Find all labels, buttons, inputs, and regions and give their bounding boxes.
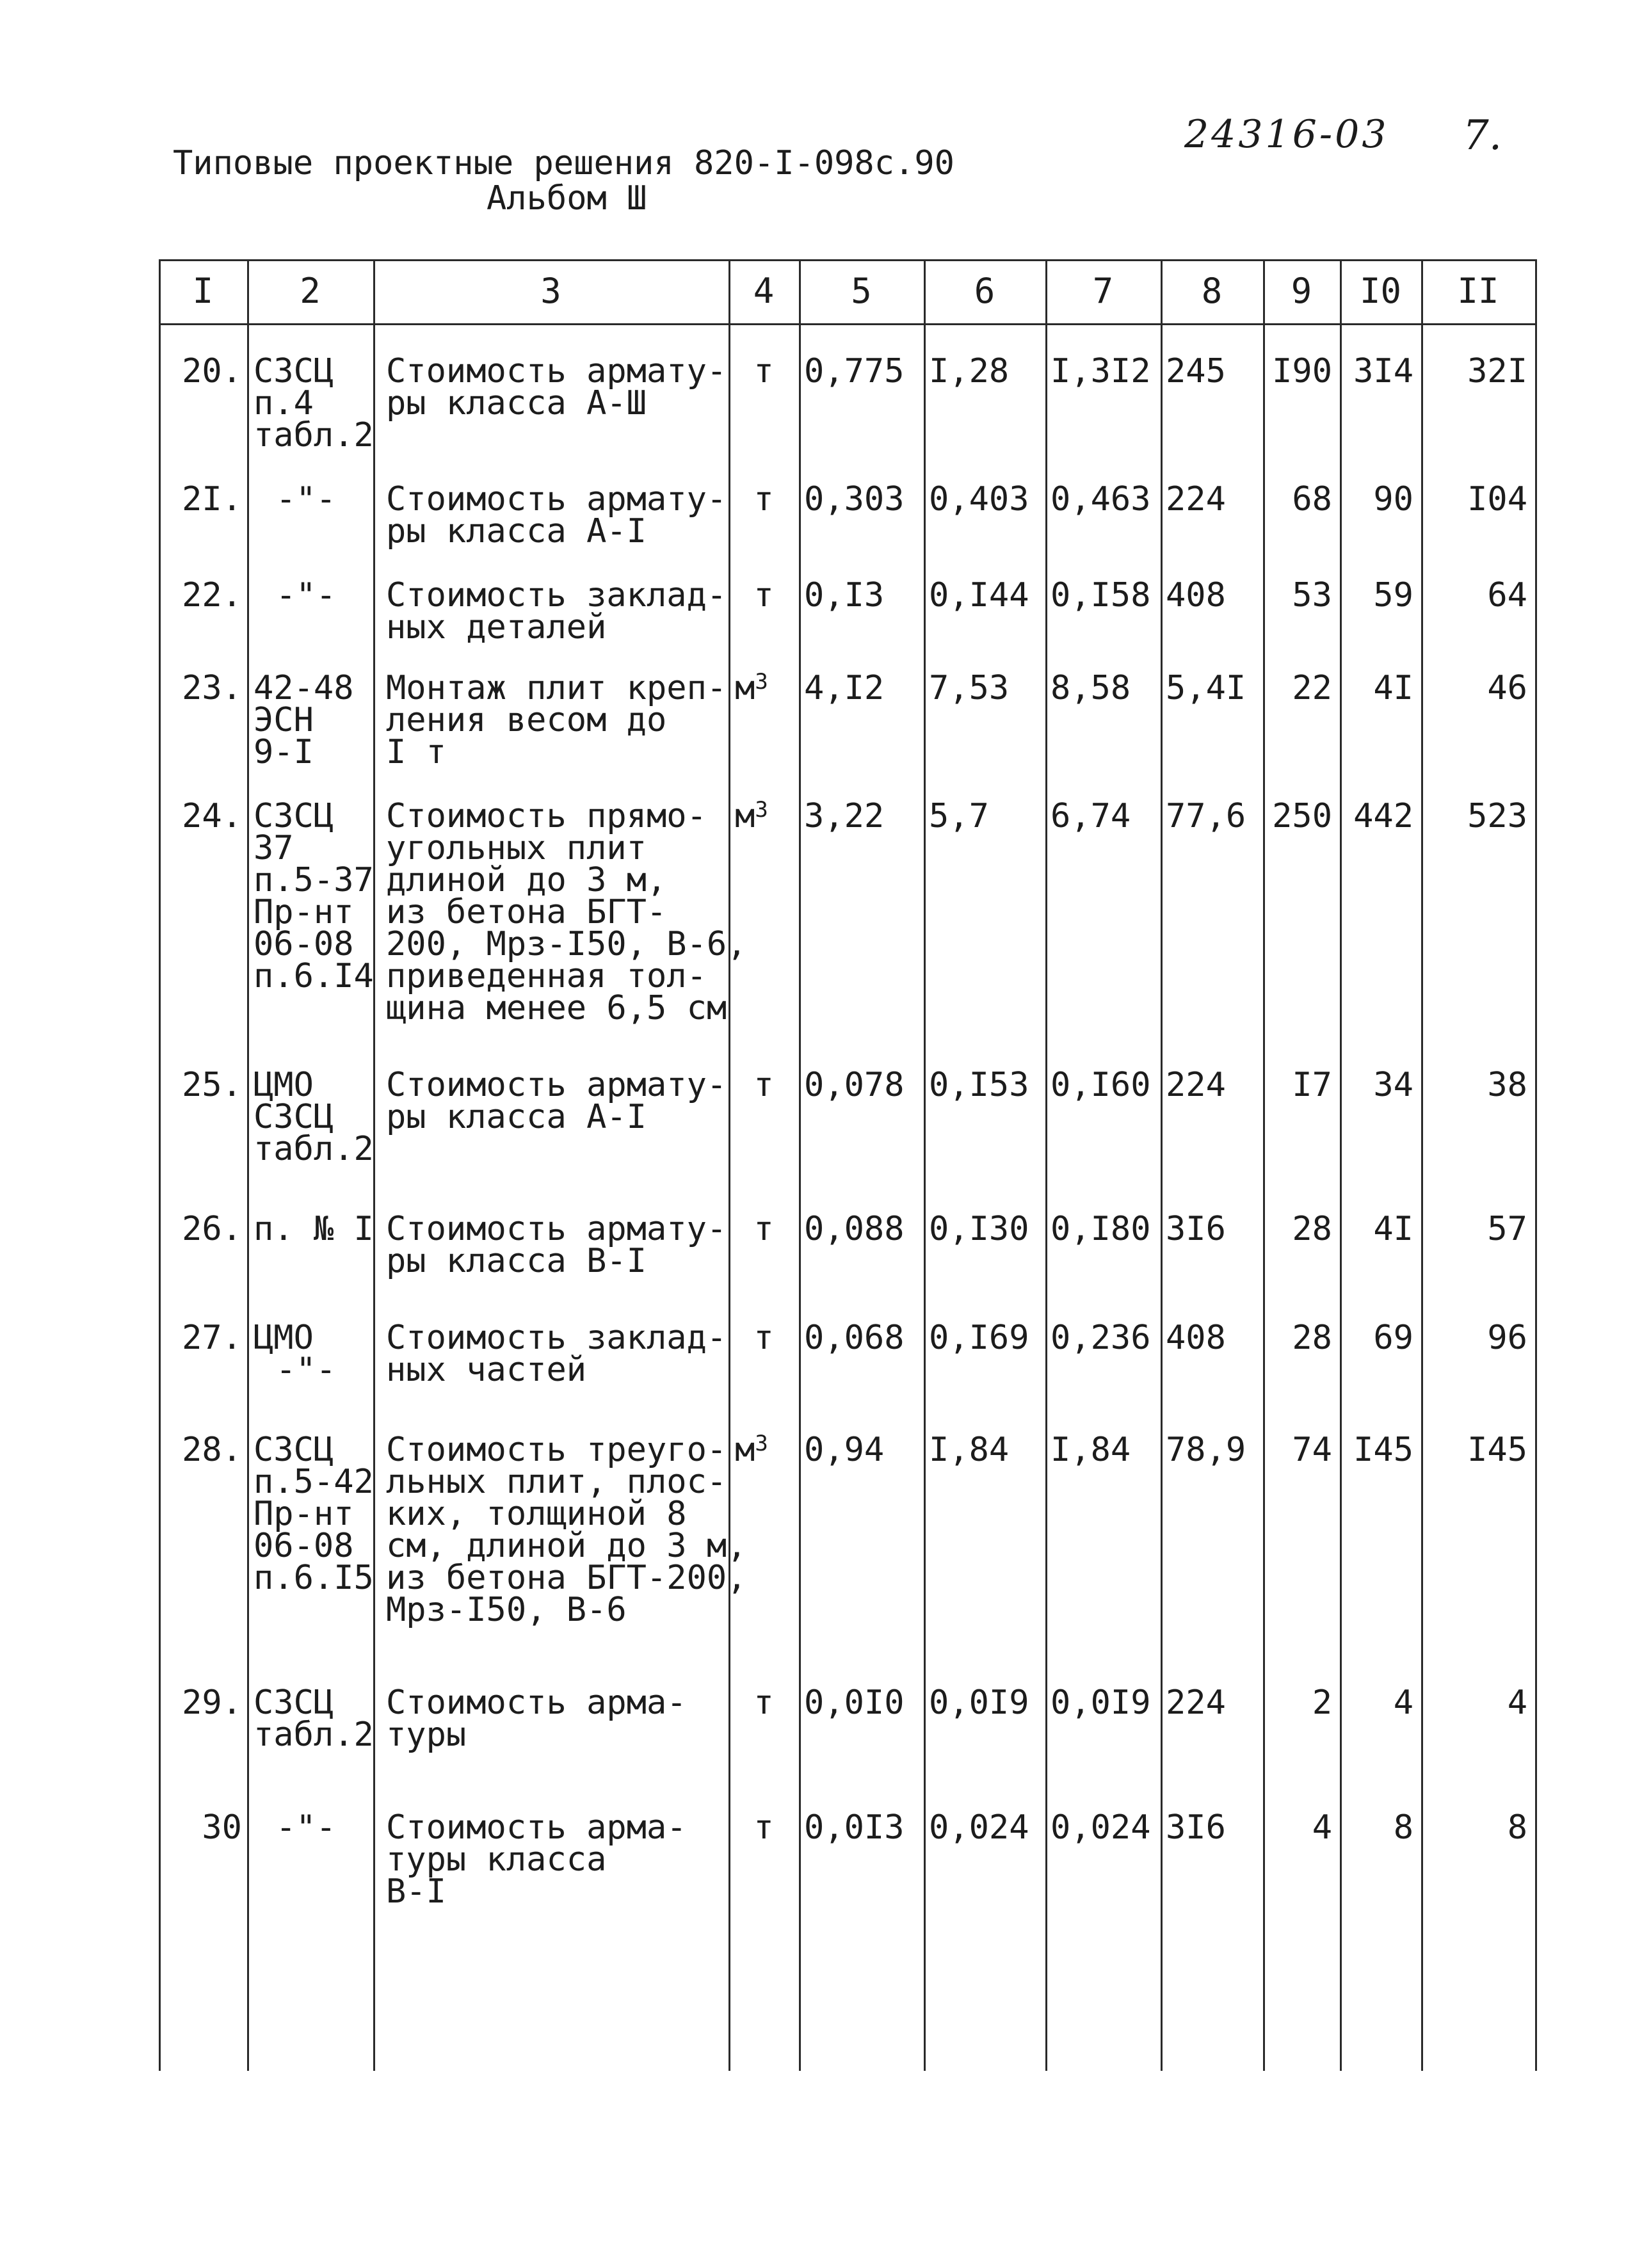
value-cell-c8: 5,4I [1166, 669, 1246, 707]
value-cell-c5: 0,303 [804, 480, 905, 519]
value-cell-c7: 0,I58 [1050, 576, 1151, 615]
column-header: 2 [300, 271, 321, 311]
description-line: Мрз-I50, В-6 [386, 1591, 627, 1629]
description-line: ных деталей [386, 608, 607, 647]
row-number: 23. [182, 669, 242, 707]
description-line: ных частей [386, 1351, 587, 1389]
value-cell-c10: 8 [1393, 1808, 1413, 1847]
unit-label: т [753, 1808, 774, 1847]
reference-line: -"- [276, 480, 336, 519]
reference-line: ЦМО [254, 1066, 314, 1104]
value-cell-c9: I7 [1292, 1066, 1332, 1104]
description-line: ления весом до [386, 701, 667, 739]
description-line: Стоимость армату- [386, 352, 727, 390]
value-cell-c6: 0,403 [929, 480, 1029, 519]
reference-line: 06-08 [254, 925, 354, 963]
description-line: В-I [386, 1872, 446, 1911]
reference-line: п.6.I4 [254, 957, 374, 995]
row-number: 20. [182, 352, 242, 390]
value-cell-c7: 8,58 [1050, 669, 1131, 707]
description-line: угольных плит [386, 829, 647, 867]
reference-line: табл.2 [254, 1130, 374, 1168]
value-cell-c5: 0,94 [804, 1431, 885, 1469]
value-cell-c8: 408 [1166, 1319, 1226, 1357]
unit-exponent: 3 [755, 669, 768, 695]
description-line: ры класса В-I [386, 1242, 647, 1280]
unit-label: т [753, 1210, 774, 1248]
value-cell-c6: 0,I44 [929, 576, 1029, 615]
description-line: см, длиной до 3 м, [386, 1527, 747, 1565]
row-number: 26. [182, 1210, 242, 1248]
value-cell-c8: 245 [1166, 352, 1226, 390]
reference-line: -"- [276, 1351, 336, 1389]
description-line: Стоимость армату- [386, 480, 727, 519]
unit-label: т [753, 1684, 774, 1722]
unit-cell [735, 352, 793, 390]
value-cell-c10: I45 [1353, 1431, 1413, 1469]
value-cell-c7: I,84 [1050, 1431, 1131, 1469]
value-cell-c10: 3I4 [1353, 352, 1413, 390]
document-title: Типовые проектные решения 820-I-098с.90 [173, 144, 954, 182]
value-cell-c7: 6,74 [1050, 797, 1131, 835]
value-cell-c7: I,3I2 [1050, 352, 1151, 390]
value-cell-c11: 64 [1487, 576, 1527, 615]
value-cell-c8: 224 [1166, 480, 1226, 519]
value-cell-c8: 224 [1166, 1066, 1226, 1104]
column-divider [1263, 259, 1265, 2071]
page-number: 7. [1463, 112, 1502, 159]
reference-line: 37 [254, 829, 294, 867]
unit-label: т [753, 480, 774, 519]
value-cell-c8: 3I6 [1166, 1808, 1226, 1847]
description-line: Стоимость армату- [386, 1210, 727, 1248]
column-divider [924, 259, 926, 2071]
value-cell-c10: 4I [1373, 1210, 1413, 1248]
reference-line: п. № I [254, 1210, 374, 1248]
reference-line: табл.2 [254, 416, 374, 454]
value-cell-c11: 46 [1487, 669, 1527, 707]
column-divider [799, 259, 801, 2071]
value-cell-c10: 69 [1373, 1319, 1413, 1357]
column-header: II [1457, 271, 1499, 311]
value-cell-c7: 0,I80 [1050, 1210, 1151, 1248]
reference-line: п.6.I5 [254, 1559, 374, 1597]
reference-line: 9-I [254, 733, 314, 771]
column-divider [1421, 259, 1423, 2071]
value-cell-c10: 442 [1353, 797, 1413, 835]
value-cell-c10: 59 [1373, 576, 1413, 615]
reference-line: -"- [276, 576, 336, 615]
unit-cell [735, 480, 793, 519]
reference-line: СЗСЦ [254, 1684, 334, 1722]
column-divider [728, 259, 730, 2071]
reference-line: п.4 [254, 384, 314, 422]
value-cell-c9: 22 [1292, 669, 1332, 707]
value-cell-c11: 4 [1507, 1684, 1527, 1722]
value-cell-c9: I90 [1272, 352, 1332, 390]
value-cell-c11: I04 [1467, 480, 1527, 519]
row-divider [159, 259, 1535, 261]
unit-cell [735, 797, 793, 835]
value-cell-c6: 0,0I9 [929, 1684, 1029, 1722]
reference-line: -"- [276, 1808, 336, 1847]
description-line: ких, толщиной 8 [386, 1495, 687, 1533]
value-cell-c9: 53 [1292, 576, 1332, 615]
value-cell-c9: 4 [1312, 1808, 1332, 1847]
reference-line: Пр-нт [254, 893, 354, 931]
value-cell-c7: 0,0I9 [1050, 1684, 1151, 1722]
column-divider [1535, 259, 1537, 2071]
description-line: из бетона БГТ-200, [386, 1559, 747, 1597]
value-cell-c5: 3,22 [804, 797, 885, 835]
unit-label: м [735, 669, 755, 707]
unit-cell [735, 576, 793, 615]
estimate-table [159, 259, 1535, 2071]
column-header: I0 [1359, 271, 1402, 311]
value-cell-c5: 0,775 [804, 352, 905, 390]
column-header: 8 [1201, 271, 1223, 311]
value-cell-c7: 0,463 [1050, 480, 1151, 519]
reference-line: п.5-37 [254, 861, 374, 899]
unit-cell [735, 1431, 793, 1469]
column-divider [1161, 259, 1163, 2071]
description-line: приведенная тол- [386, 957, 707, 995]
reference-line: Пр-нт [254, 1495, 354, 1533]
description-line: 200, Мрз-I50, В-6, [386, 925, 747, 963]
column-header: 4 [753, 271, 775, 311]
column-divider [247, 259, 249, 2071]
column-header: 9 [1291, 271, 1312, 311]
value-cell-c11: 8 [1507, 1808, 1527, 1847]
description-line: Стоимость прямо- [386, 797, 707, 835]
value-cell-c6: 0,I30 [929, 1210, 1029, 1248]
unit-label: м [735, 1431, 755, 1469]
unit-label: т [753, 352, 774, 390]
value-cell-c9: 2 [1312, 1684, 1332, 1722]
unit-label: т [753, 1319, 774, 1357]
value-cell-c6: I,84 [929, 1431, 1010, 1469]
description-line: Монтаж плит креп- [386, 669, 727, 707]
row-number: 25. [182, 1066, 242, 1104]
column-header: 6 [974, 271, 995, 311]
value-cell-c11: 57 [1487, 1210, 1527, 1248]
value-cell-c9: 28 [1292, 1210, 1332, 1248]
value-cell-c11: I45 [1467, 1431, 1527, 1469]
row-number: 22. [182, 576, 242, 615]
value-cell-c6: 7,53 [929, 669, 1010, 707]
row-number: 24. [182, 797, 242, 835]
reference-line: ЭСН [254, 701, 314, 739]
description-line: длиной до 3 м, [386, 861, 667, 899]
description-line: туры класса [386, 1840, 607, 1879]
column-divider [159, 259, 161, 2071]
handwritten-document-code: 24316-03 [1184, 112, 1389, 157]
value-cell-c5: 0,068 [804, 1319, 905, 1357]
reference-line: СЗСЦ [254, 1431, 334, 1469]
value-cell-c5: 4,I2 [804, 669, 885, 707]
value-cell-c9: 28 [1292, 1319, 1332, 1357]
row-number: 28. [182, 1431, 242, 1469]
description-line: щина менее 6,5 см [386, 989, 727, 1027]
value-cell-c10: 34 [1373, 1066, 1413, 1104]
value-cell-c11: 96 [1487, 1319, 1527, 1357]
reference-line: 06-08 [254, 1527, 354, 1565]
reference-line: табл.2 [254, 1716, 374, 1754]
value-cell-c10: 90 [1373, 480, 1413, 519]
value-cell-c9: 250 [1272, 797, 1332, 835]
unit-cell [735, 1319, 793, 1357]
reference-line: ЦМО [254, 1319, 314, 1357]
unit-cell [735, 1210, 793, 1248]
row-number: 30 [202, 1808, 242, 1847]
value-cell-c6: 0,I53 [929, 1066, 1029, 1104]
value-cell-c11: 32I [1467, 352, 1527, 390]
value-cell-c5: 0,0I3 [804, 1808, 905, 1847]
value-cell-c8: 78,9 [1166, 1431, 1246, 1469]
column-divider [1340, 259, 1342, 2071]
description-line: ры класса А-I [386, 512, 647, 551]
unit-label: м [735, 797, 755, 835]
row-number: 29. [182, 1684, 242, 1722]
row-number: 27. [182, 1319, 242, 1357]
value-cell-c7: 0,I60 [1050, 1066, 1151, 1104]
unit-cell [735, 1808, 793, 1847]
description-line: туры [386, 1716, 467, 1754]
description-line: Стоимость треуго- [386, 1431, 727, 1469]
column-header: 7 [1092, 271, 1114, 311]
unit-exponent: 3 [755, 797, 768, 823]
description-line: ры класса А-I [386, 1098, 647, 1136]
description-line: из бетона БГТ- [386, 893, 667, 931]
description-line: Стоимость заклад- [386, 576, 727, 615]
reference-line: 42-48 [254, 669, 354, 707]
value-cell-c10: 4 [1393, 1684, 1413, 1722]
unit-label: т [753, 576, 774, 615]
unit-exponent: 3 [755, 1431, 768, 1456]
value-cell-c5: 0,I3 [804, 576, 885, 615]
description-line: Стоимость арма- [386, 1808, 687, 1847]
value-cell-c5: 0,0I0 [804, 1684, 905, 1722]
reference-line: СЗСЦ [254, 797, 334, 835]
description-line: льных плит, плос- [386, 1463, 727, 1501]
value-cell-c5: 0,078 [804, 1066, 905, 1104]
description-line: Стоимость армату- [386, 1066, 727, 1104]
value-cell-c6: 0,I69 [929, 1319, 1029, 1357]
row-divider [159, 323, 1535, 325]
unit-cell [735, 669, 793, 707]
column-divider [1045, 259, 1047, 2071]
unit-cell [735, 1684, 793, 1722]
value-cell-c6: 0,024 [929, 1808, 1029, 1847]
value-cell-c6: 5,7 [929, 797, 989, 835]
column-header: 3 [540, 271, 561, 311]
unit-cell [735, 1066, 793, 1104]
value-cell-c11: 38 [1487, 1066, 1527, 1104]
reference-line: п.5-42 [254, 1463, 374, 1501]
description-line: Стоимость заклад- [386, 1319, 727, 1357]
value-cell-c6: I,28 [929, 352, 1010, 390]
value-cell-c9: 74 [1292, 1431, 1332, 1469]
value-cell-c11: 523 [1467, 797, 1527, 835]
row-number: 2I. [182, 480, 242, 519]
album-label: Альбом Ш [487, 179, 647, 218]
reference-line: СЗСЦ [254, 352, 334, 390]
value-cell-c10: 4I [1373, 669, 1413, 707]
value-cell-c7: 0,236 [1050, 1319, 1151, 1357]
value-cell-c8: 3I6 [1166, 1210, 1226, 1248]
description-line: I т [386, 733, 446, 771]
value-cell-c8: 224 [1166, 1684, 1226, 1722]
value-cell-c5: 0,088 [804, 1210, 905, 1248]
value-cell-c8: 408 [1166, 576, 1226, 615]
value-cell-c9: 68 [1292, 480, 1332, 519]
value-cell-c8: 77,6 [1166, 797, 1246, 835]
reference-line: СЗСЦ [254, 1098, 334, 1136]
unit-label: т [753, 1066, 774, 1104]
description-line: Стоимость арма- [386, 1684, 687, 1722]
column-header: I [192, 271, 214, 311]
description-line: ры класса А-Ш [386, 384, 647, 422]
column-header: 5 [851, 271, 872, 311]
value-cell-c7: 0,024 [1050, 1808, 1151, 1847]
